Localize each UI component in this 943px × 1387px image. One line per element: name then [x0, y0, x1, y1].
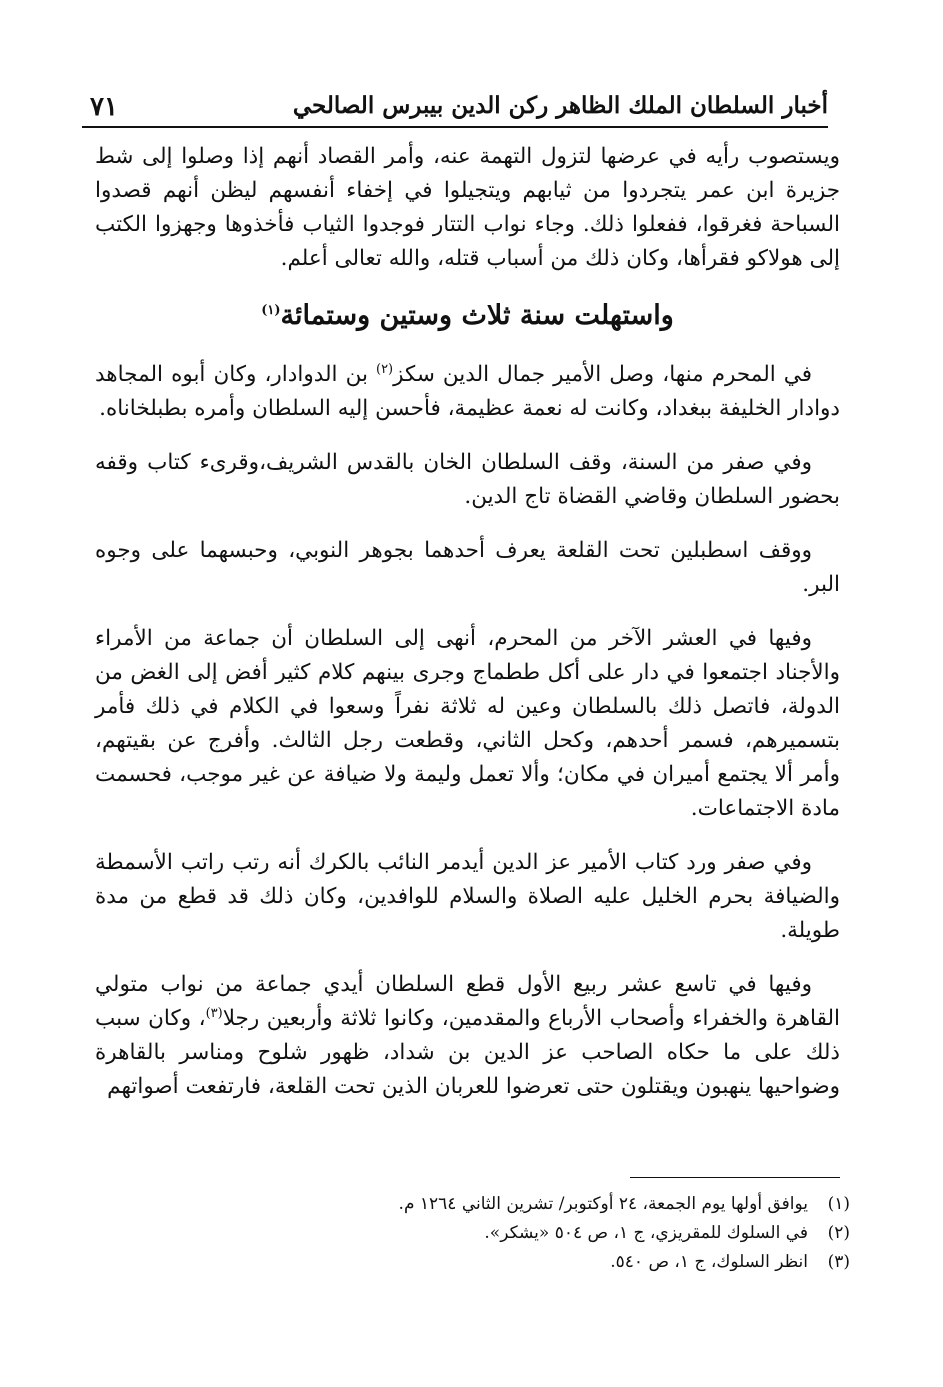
paragraph-muharram-part2: بن الدوادار، وكان أبوه المجاهد دوادار الخليفة ببغداد، وكانت له نعمة عظيمة، فأحسن إليه السلطان وأمره بطبلخاناه. [95, 362, 840, 421]
body-text [95, 140, 840, 1124]
section-heading [95, 296, 840, 336]
section-heading-text: واستهلت سنة ثلاث وستين وستمائة [280, 300, 674, 331]
paragraph-muharram-part1: في المحرم منها، وصل الأمير جمال الدين سكز [393, 362, 812, 387]
footnote-number: (٣) [827, 1252, 850, 1272]
footnote-item [300, 1219, 850, 1248]
footnote-text: انظر السلوك، ج ١، ص ٥٤٠. [610, 1252, 808, 1272]
paragraph-rabi-part2: ، وكان سبب ذلك على ما حكاه الصاحب عز الدين بن شداد، ظهور شلوح ومناسر بالقاهرة وضواحيها ينهبون ويقتلون حتى تعرضوا للعربان الذين تحت القلعة، فارتفعت أصواتهم [95, 1006, 840, 1099]
footnote-number: (٢) [827, 1223, 850, 1243]
footnote-item [300, 1190, 850, 1219]
paragraph-stables: ووقف اسطبلين تحت القلعة يعرف أحدهما بجوهر النوبي، وحبسهما على وجوه البر. [95, 538, 840, 597]
paragraph-rabi-part1: وفيها في تاسع عشر ربيع الأول قطع السلطان أيدي جماعة من نواب متولي القاهرة والخفراء وأصحاب الأرباع والمقدمين، وكانوا ثلاثة وأربعين رجلا [95, 972, 840, 1031]
paragraph-emirs-gathering: وفيها في العشر الآخر من المحرم، أنهى إلى السلطان أن جماعة من الأمراء والأجناد اجتمعوا في دار على أكل ططماج وجرى بينهم كلام كثير أفض إلى الغض من الدولة، فاتصل ذلك بالسلطان وعين له ثلاثة نفراً وسعوا في الكلام في ذلك فأمر بتسميرهم، فسمر أحدهم، وكحل الثاني، وقطعت رجل الثالث. وأفرج عن بقيتهم، وأمر ألا يجتمع أميران في مكان؛ وألا تعمل وليمة ولا ضيافة عن غير موجب، فحسمت مادة الاجتماعات. [95, 626, 840, 821]
footnote-number: (١) [827, 1194, 850, 1214]
footnote-divider [630, 1177, 840, 1178]
page-number: ٧١ [90, 92, 118, 122]
footnote-ref-1: (١) [261, 303, 281, 318]
paragraph-continuation: ويستصوب رأيه في عرضها لتزول التهمة عنه، وأمر القصاد أنهم إذا وصلوا إلى شط جزيرة ابن عمر يتجردوا من ثيابهم ويتجيلوا في إخفاء أنفسهم ليظن أنهم قصدوا السباحة فغرقوا، ففعلوا ذلك. وجاء نواب التتار فوجدوا الثياب فأخذوها وجهزوا الكتب إلى هولاكو فقرأها، وكان ذلك من أسباب قتله، والله تعالى أعلم. [95, 144, 840, 271]
paragraph-muharram [95, 358, 840, 426]
footnote-ref-2: (٢) [375, 361, 394, 377]
footnote-text: في السلوك للمقريزي، ج ١، ص ٥٠٤ «يشكر». [484, 1223, 808, 1243]
footnote-item [300, 1248, 850, 1277]
paragraph-kerak-letter: وفي صفر ورد كتاب الأمير عز الدين أيدمر النائب بالكرك أنه رتب راتب الأسمطة والضيافة بحرم الخليل عليه الصلاة والسلام للوافدين، وكان ذلك قد قطع من مدة طويلة. [95, 850, 840, 943]
running-head [82, 86, 828, 128]
running-title: أخبار السلطان الملك الظاهر ركن الدين بيبرس الصالحي [292, 92, 828, 119]
footnote-ref-3: (٣) [205, 1005, 223, 1021]
footnotes [300, 1190, 850, 1277]
footnote-text: يوافق أولها يوم الجمعة، ٢٤ أوكتوبر/ تشرين الثاني ١٢٦٤ م. [398, 1194, 808, 1214]
paragraph-safar-waqf: وفي صفر من السنة، وقف السلطان الخان بالقدس الشريف،وقرىء كتاب وقفه بحضور السلطان وقاضي القضاة تاج الدين. [95, 450, 840, 509]
paragraph-rabi-awwal [95, 968, 840, 1104]
